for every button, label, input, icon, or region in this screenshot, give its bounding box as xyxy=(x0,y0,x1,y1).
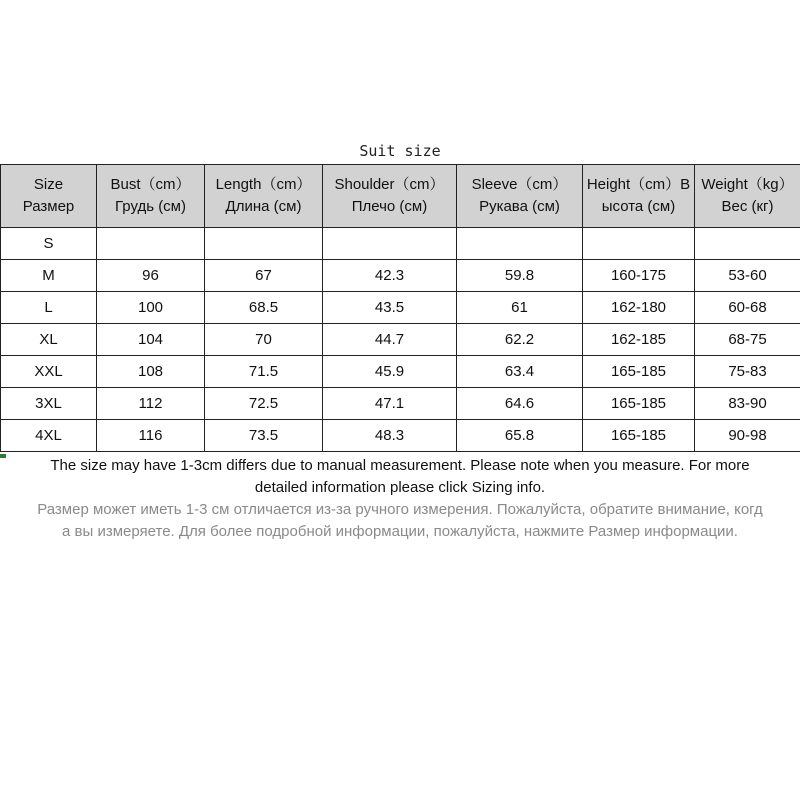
note-english xyxy=(0,455,800,499)
table-row xyxy=(1,324,800,356)
cell-height xyxy=(583,228,695,260)
cell-shoulder: 42.3 xyxy=(323,260,457,292)
cell-shoulder: 45.9 xyxy=(323,356,457,388)
cell-weight: 75-83 xyxy=(695,356,800,388)
table-row xyxy=(1,356,800,388)
note-russian-line: Размер может иметь 1-3 см отличается из-за ручного измерения. Пожалуйста, обратите внимание, когд xyxy=(37,501,763,518)
cell-size: L xyxy=(1,292,97,324)
cell-weight xyxy=(695,228,800,260)
cell-height: 165-185 xyxy=(583,420,695,452)
header-size: Size Размер xyxy=(1,165,97,228)
cell-sleeve xyxy=(457,228,583,260)
cell-sleeve: 61 xyxy=(457,292,583,324)
cell-height: 162-180 xyxy=(583,292,695,324)
cell-height: 165-185 xyxy=(583,388,695,420)
cell-bust: 108 xyxy=(97,356,205,388)
table-row xyxy=(1,228,800,260)
cell-sleeve: 62.2 xyxy=(457,324,583,356)
cell-sleeve: 63.4 xyxy=(457,356,583,388)
cell-bust: 112 xyxy=(97,388,205,420)
table-title: Suit size xyxy=(359,142,441,160)
cell-length: 70 xyxy=(205,324,323,356)
cell-length: 67 xyxy=(205,260,323,292)
cell-size: S xyxy=(1,228,97,260)
cell-length: 73.5 xyxy=(205,420,323,452)
size-chart-table xyxy=(0,164,800,452)
cell-bust: 104 xyxy=(97,324,205,356)
cell-height: 160-175 xyxy=(583,260,695,292)
cell-weight: 60-68 xyxy=(695,292,800,324)
cell-size: 4XL xyxy=(1,420,97,452)
header-shoulder: Shoulder（cm） Плечо (см) xyxy=(323,165,457,228)
cell-size: XXL xyxy=(1,356,97,388)
cell-length xyxy=(205,228,323,260)
cell-shoulder: 44.7 xyxy=(323,324,457,356)
cell-shoulder xyxy=(323,228,457,260)
cell-bust: 96 xyxy=(97,260,205,292)
cell-length: 71.5 xyxy=(205,356,323,388)
cell-length: 72.5 xyxy=(205,388,323,420)
cell-height: 162-185 xyxy=(583,324,695,356)
cell-length: 68.5 xyxy=(205,292,323,324)
header-sleeve: Sleeve（cm） Рукава (см) xyxy=(457,165,583,228)
cell-bust: 116 xyxy=(97,420,205,452)
note-russian-line: а вы измеряете. Для более подробной информации, пожалуйста, нажмите Размер информации. xyxy=(62,523,738,540)
cell-sleeve: 64.6 xyxy=(457,388,583,420)
cell-weight: 68-75 xyxy=(695,324,800,356)
cell-size: XL xyxy=(1,324,97,356)
cell-sleeve: 59.8 xyxy=(457,260,583,292)
table-row xyxy=(1,388,800,420)
cell-shoulder: 43.5 xyxy=(323,292,457,324)
table-row xyxy=(1,420,800,452)
table-header-row xyxy=(1,165,800,228)
header-length: Length（cm） Длина (см) xyxy=(205,165,323,228)
cell-height: 165-185 xyxy=(583,356,695,388)
note-english-line: detailed information please click Sizing info. xyxy=(254,479,546,496)
note-english-line: The size may have 1-3cm differs due to manual measurement. Please note when you measure. For more xyxy=(50,457,750,474)
cell-weight: 53-60 xyxy=(695,260,800,292)
cell-sleeve: 65.8 xyxy=(457,420,583,452)
cell-size: 3XL xyxy=(1,388,97,420)
cell-size: M xyxy=(1,260,97,292)
table-row xyxy=(1,292,800,324)
header-weight: Weight（kg） Вес (кг) xyxy=(695,165,800,228)
cell-weight: 83-90 xyxy=(695,388,800,420)
header-bust: Bust（cm） Грудь (см) xyxy=(97,165,205,228)
cell-bust xyxy=(97,228,205,260)
note-russian xyxy=(0,499,800,543)
cell-weight: 90-98 xyxy=(695,420,800,452)
cell-bust: 100 xyxy=(97,292,205,324)
table-row xyxy=(1,260,800,292)
cell-shoulder: 48.3 xyxy=(323,420,457,452)
header-height: Height（cm）В ысота (см) xyxy=(583,165,695,228)
cell-shoulder: 47.1 xyxy=(323,388,457,420)
